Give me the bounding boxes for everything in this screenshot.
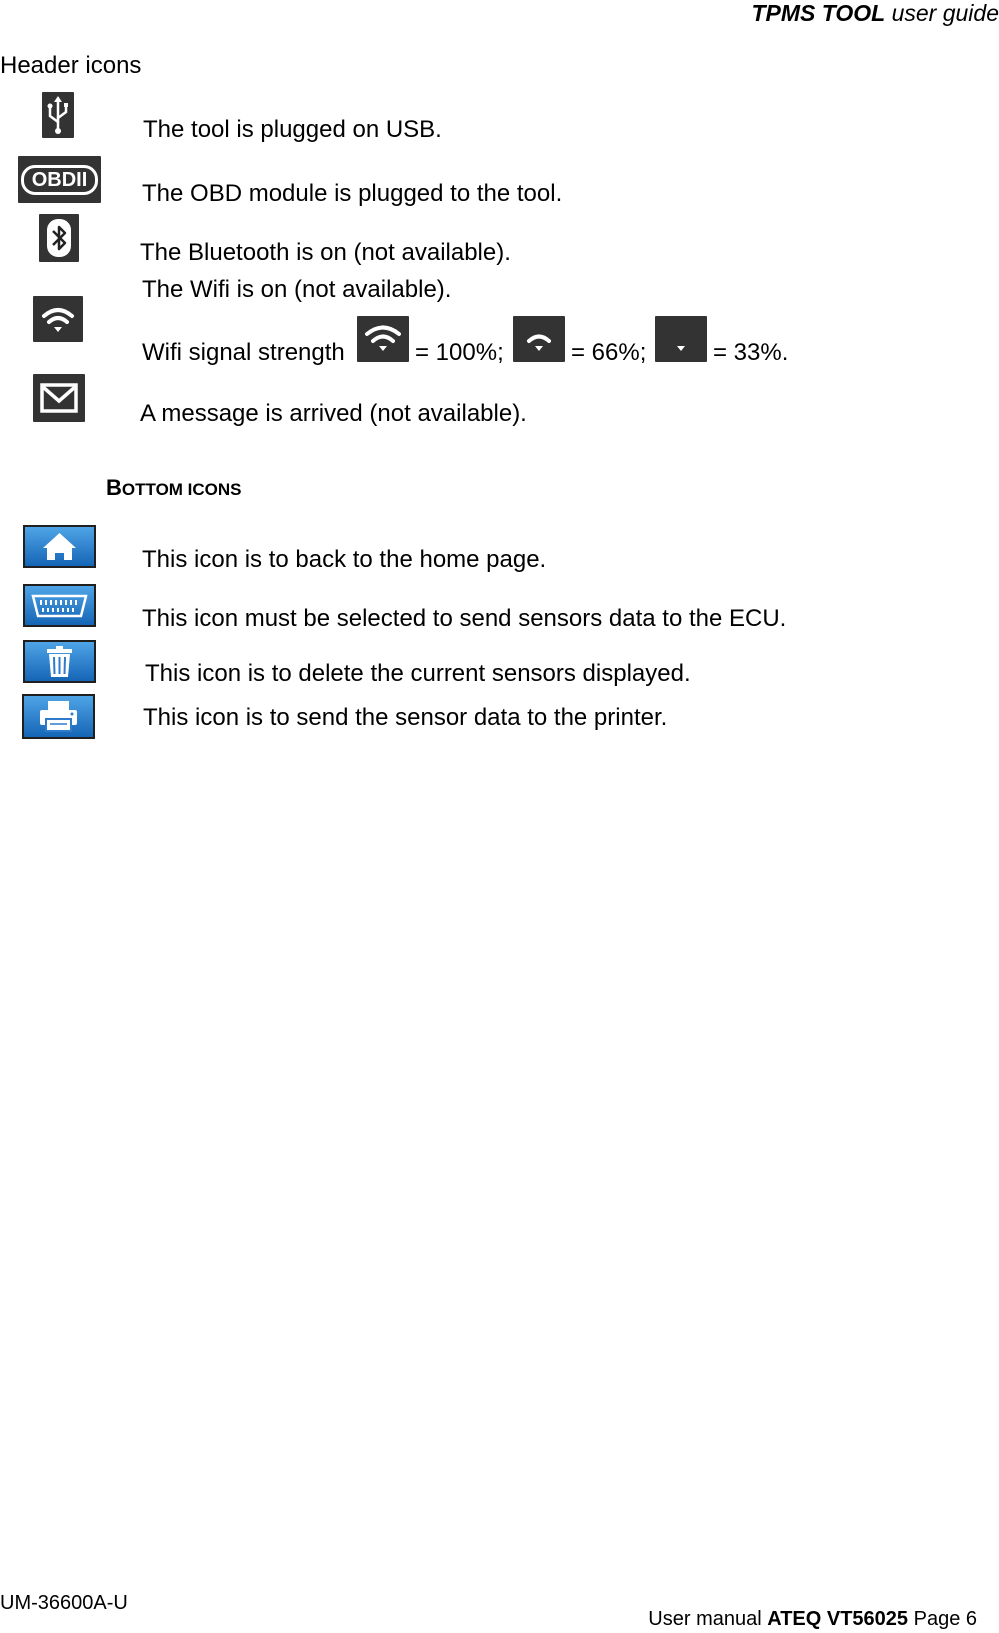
bottom-icons-heading-rest: OTTOM ICONS	[121, 480, 242, 499]
wifi-icon	[33, 296, 83, 342]
document-code: UM-36600A-U	[0, 1592, 128, 1614]
header-title-bold: TPMS TOOL	[751, 0, 886, 26]
wifi-description: The Wifi is on (not available).	[142, 276, 452, 303]
wifi-signal-100-icon	[357, 316, 409, 362]
usb-description: The tool is plugged on USB.	[143, 116, 442, 143]
obdii-icon-label: OBDII	[21, 165, 99, 195]
delete-icon[interactable]	[23, 640, 96, 683]
page-footer	[648, 1608, 977, 1631]
usb-icon	[42, 92, 74, 138]
message-icon	[33, 374, 85, 422]
bottom-icons-heading	[106, 475, 242, 501]
printer-description: This icon is to send the sensor data to the printer.	[143, 704, 668, 731]
footer-manual-prefix: User manual	[648, 1608, 768, 1630]
obdii-icon	[18, 156, 101, 203]
bottom-icons-heading-initial: B	[106, 475, 122, 500]
ecu-description: This icon must be selected to send sensors data to the ECU.	[142, 605, 787, 632]
message-description: A message is arrived (not available).	[140, 400, 527, 427]
header-title-rest: user guide	[885, 0, 999, 26]
obd-description: The OBD module is plugged to the tool.	[142, 180, 563, 207]
footer-model: ATEQ VT56025	[767, 1608, 909, 1630]
printer-icon[interactable]	[22, 694, 95, 739]
header-icons-heading: Header icons	[0, 52, 142, 79]
footer-page-number: Page 6	[908, 1608, 977, 1630]
wifi-66-value: = 66%;	[571, 339, 647, 366]
wifi-signal-33-icon	[655, 316, 707, 362]
home-description: This icon is to back to the home page.	[142, 546, 547, 573]
delete-description: This icon is to delete the current sensors displayed.	[145, 660, 691, 687]
wifi-100-value: = 100%;	[415, 339, 504, 366]
wifi-strength-label: Wifi signal strength	[142, 339, 345, 366]
wifi-33-value: = 33%.	[713, 339, 789, 366]
bluetooth-icon	[39, 214, 79, 262]
send-to-ecu-icon[interactable]	[23, 584, 96, 627]
home-icon[interactable]	[23, 525, 96, 568]
bluetooth-description: The Bluetooth is on (not available).	[140, 239, 511, 266]
wifi-signal-66-icon	[513, 316, 565, 362]
running-header	[751, 0, 999, 27]
